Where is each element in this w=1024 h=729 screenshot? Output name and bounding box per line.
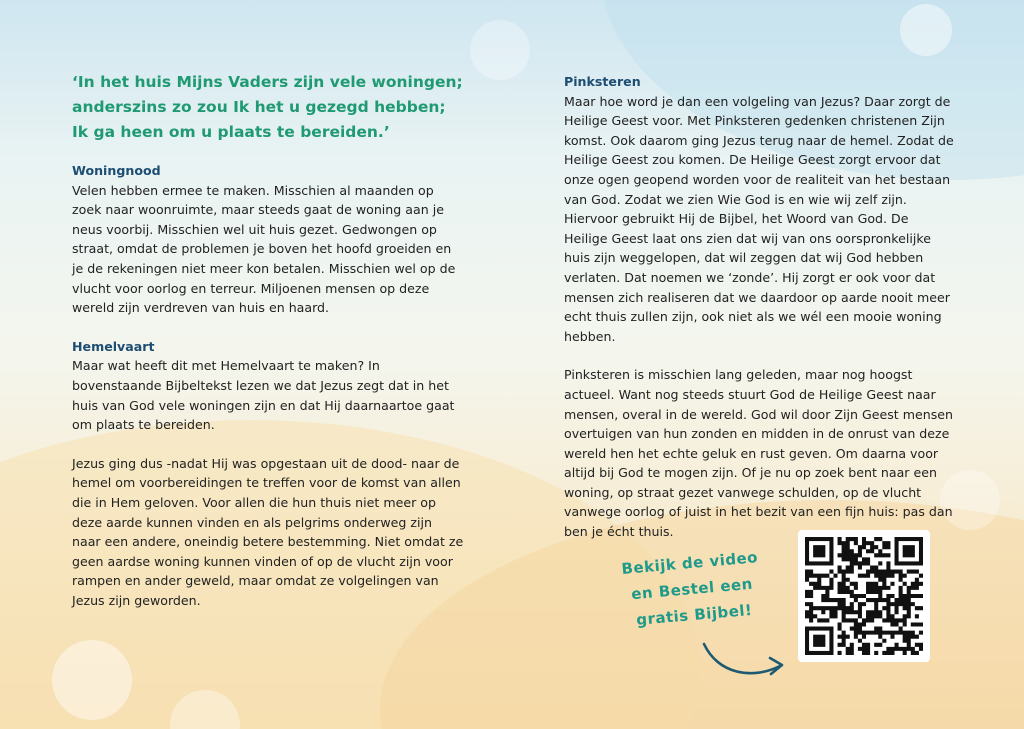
qr-finder-pattern <box>805 537 833 565</box>
section-paragraph: Pinksteren is misschien lang geleden, maar nog hoogst actueel. Want nog steeds stuurt God de Heilige Geest naar mensen, overal in de wereld. God wil door Zijn Geest mensen overtuigen van hun zonden en midden in de onrust van deze wereld hen het echte geluk en rust geven. Om daarna voor altijd bij God te mogen zijn. Of je nu op zoek bent naar een woning, op straat gezet vanwege schulden, op de vlucht vanwege oorlog of juist in het bezit van een fijn huis: pas dan ben je écht thuis. <box>564 367 954 540</box>
cta-line: en Bestel een <box>630 574 754 604</box>
section-woningnood <box>72 161 464 318</box>
bible-quote: ‘In het huis Mijns Vaders zijn vele woningen; anderszins zo zou Ik het u gezegd hebben; Ik ga heen om u plaats te bereiden.’ <box>72 73 463 141</box>
curved-arrow-icon <box>700 636 792 680</box>
qr-finder-pattern <box>805 627 833 655</box>
right-column <box>564 72 954 542</box>
bokeh-light <box>52 640 132 720</box>
section-paragraph: Velen hebben ermee te maken. Misschien al maanden op zoek naar woonruimte, maar steeds gaat de woning aan je neus voorbij. Misschien wel uit huis gezet. Gedwongen op straat, omdat de problemen je boven het hoofd groeiden en je de rekeningen niet meer kon betalen. Misschien wel op de vlucht voor oorlog en terreur. Miljoenen mensen op deze wereld zijn verdreven van huis en haard. <box>72 182 456 316</box>
qr-code-icon <box>805 537 923 655</box>
section-heading: Hemelvaart <box>72 338 155 354</box>
section-paragraph: Maar wat heeft dit met Hemelvaart te maken? In bovenstaande Bijbeltekst lezen we dat Jezus zegt dat in het huis van God vele woningen zijn en dat Hij daarnaartoe gaat om plaats te bereiden. <box>72 358 455 433</box>
cta-line: gratis Bijbel! <box>635 600 754 629</box>
section-paragraph: Jezus ging dus -nadat Hij was opgestaan uit de dood- naar de hemel om voorbereidingen te treffen voor de komst van allen die in Hem geloven. Voor allen die hun thuis niet meer op deze aarde kunnen vinden en als pelgrims onderweg zijn naar een andere, oneindig betere bestemming. Niet omdat ze geen aardse woning kunnen vinden of op de vlucht zijn voor rampen en ander geweld, maar omdat ze volgelingen van Jezus zijn geworden. <box>72 455 464 608</box>
bokeh-light <box>900 4 952 56</box>
qr-finder-pattern <box>895 537 923 565</box>
left-column <box>72 70 464 610</box>
video-bible-call-to-action[interactable] <box>609 543 775 635</box>
qr-code[interactable] <box>798 530 930 662</box>
section-hemelvaart <box>72 337 464 611</box>
section-heading: Woningnood <box>72 163 161 178</box>
bokeh-light <box>470 20 530 80</box>
section-heading: Pinksteren <box>564 74 641 89</box>
section-paragraph: Maar hoe word je dan een volgeling van Jezus? Daar zorgt de Heilige Geest voor. Met Pinksteren gedenken christenen Zijn komst. Ook daarom ging Jezus terug naar de hemel. Zodat de Heilige Geest zou komen. De Heilige Geest zorgt ervoor dat onze ogen geopend worden voor de realiteit van het bestaan van God. Zodat we zien Wie God is en wie wij zelf zijn. Hiervoor gebruikt Hij de Bijbel, het Woord van God. De Heilige Geest laat ons zien dat wij van ons oorspronkelijke huis zijn weggelopen, dat wil zeggen dat wij God hebben verlaten. Dat noemen we ‘zonde’. Hij zorgt er ook voor dat mensen zich realiseren dat we daardoor op aarde nooit meer echt thuis zullen zijn, ook niet als we wél een mooie woning hebben. <box>564 93 954 344</box>
cta-line: Bekijk de video <box>620 548 759 579</box>
